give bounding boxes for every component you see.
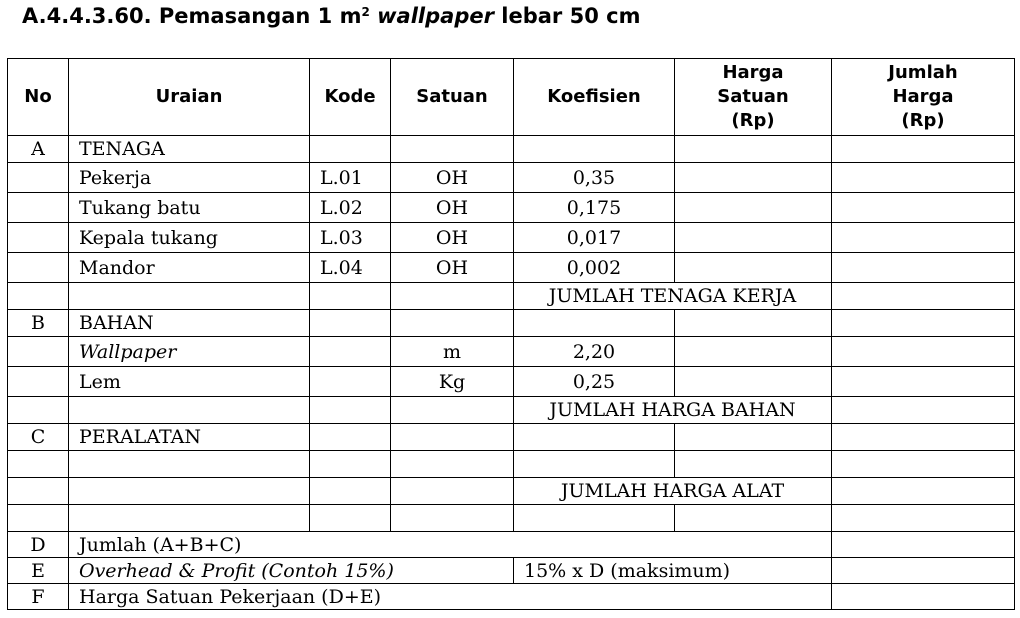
header-no: No bbox=[8, 59, 69, 136]
table-row bbox=[8, 253, 1015, 283]
section-row-bahan bbox=[8, 310, 1015, 337]
cell-satuan: Kg bbox=[391, 367, 514, 397]
header-jumlah-harga-line2: Harga bbox=[892, 86, 954, 107]
summary-row-e bbox=[8, 558, 1015, 584]
summary-row-d bbox=[8, 532, 1015, 558]
table-row bbox=[8, 193, 1015, 223]
section-no: C bbox=[8, 424, 69, 451]
header-uraian: Uraian bbox=[69, 59, 310, 136]
cell-koefisien: 0,002 bbox=[514, 253, 675, 283]
cell-koefisien: 0,175 bbox=[514, 193, 675, 223]
cell-uraian: Pekerja bbox=[69, 163, 310, 193]
section-label: PERALATAN bbox=[69, 424, 310, 451]
summary-row-f bbox=[8, 584, 1015, 610]
title-superscript: 2 bbox=[361, 5, 370, 19]
summary-label: Harga Satuan Pekerjaan (D+E) bbox=[69, 584, 832, 610]
table-row bbox=[8, 337, 1015, 367]
cell-kode bbox=[310, 337, 391, 367]
section-label: TENAGA bbox=[69, 136, 310, 163]
cell-koefisien: 2,20 bbox=[514, 337, 675, 367]
cell-kode: L.04 bbox=[310, 253, 391, 283]
summary-no: D bbox=[8, 532, 69, 558]
summary-label: Overhead & Profit (Contoh 15%) bbox=[69, 558, 514, 584]
total-label: JUMLAH HARGA ALAT bbox=[514, 478, 832, 505]
cell-satuan: OH bbox=[391, 163, 514, 193]
header-harga-satuan bbox=[675, 59, 832, 136]
header-row bbox=[8, 59, 1015, 136]
title-suffix: lebar 50 cm bbox=[501, 4, 641, 28]
summary-label: Jumlah (A+B+C) bbox=[69, 532, 832, 558]
header-harga-satuan-line2: Satuan bbox=[717, 86, 789, 107]
title-code: A.4.4.3.60. bbox=[22, 4, 152, 28]
header-jumlah-harga bbox=[832, 59, 1015, 136]
total-row-alat bbox=[8, 478, 1015, 505]
table-row bbox=[8, 163, 1015, 193]
summary-no: F bbox=[8, 584, 69, 610]
header-jumlah-harga-line3: (Rp) bbox=[901, 110, 945, 131]
header-satuan: Satuan bbox=[391, 59, 514, 136]
table-row-empty bbox=[8, 451, 1015, 478]
section-label: BAHAN bbox=[69, 310, 310, 337]
header-harga-satuan-line3: (Rp) bbox=[731, 110, 775, 131]
header-harga-satuan-line1: Harga bbox=[722, 62, 784, 83]
header-koefisien: Koefisien bbox=[514, 59, 675, 136]
header-kode: Kode bbox=[310, 59, 391, 136]
cell-uraian: Kepala tukang bbox=[69, 223, 310, 253]
cell-satuan: m bbox=[391, 337, 514, 367]
table-row bbox=[8, 367, 1015, 397]
cell-kode: L.03 bbox=[310, 223, 391, 253]
cell-koefisien: 0,25 bbox=[514, 367, 675, 397]
total-label: JUMLAH HARGA BAHAN bbox=[514, 397, 832, 424]
section-no: B bbox=[8, 310, 69, 337]
total-row-bahan bbox=[8, 397, 1015, 424]
section-row-tenaga bbox=[8, 136, 1015, 163]
cell-uraian: Tukang batu bbox=[69, 193, 310, 223]
total-label: JUMLAH TENAGA KERJA bbox=[514, 283, 832, 310]
total-row-tenaga bbox=[8, 283, 1015, 310]
cell-koefisien: 0,017 bbox=[514, 223, 675, 253]
cell-kode: L.02 bbox=[310, 193, 391, 223]
cell-satuan: OH bbox=[391, 253, 514, 283]
cell-satuan: OH bbox=[391, 223, 514, 253]
table-row bbox=[8, 223, 1015, 253]
section-no: A bbox=[8, 136, 69, 163]
section-row-peralatan bbox=[8, 424, 1015, 451]
analysis-table bbox=[7, 58, 1015, 610]
title-italic: wallpaper bbox=[377, 4, 494, 28]
page-title bbox=[22, 4, 640, 28]
header-jumlah-harga-line1: Jumlah bbox=[888, 62, 958, 83]
title-prefix: Pemasangan 1 m bbox=[158, 4, 362, 28]
cell-satuan: OH bbox=[391, 193, 514, 223]
table-row-empty bbox=[8, 505, 1015, 532]
summary-no: E bbox=[8, 558, 69, 584]
cell-uraian: Mandor bbox=[69, 253, 310, 283]
cell-uraian: Lem bbox=[69, 367, 310, 397]
cell-kode: L.01 bbox=[310, 163, 391, 193]
cell-kode bbox=[310, 367, 391, 397]
cell-uraian: Wallpaper bbox=[69, 337, 310, 367]
cell-koefisien: 0,35 bbox=[514, 163, 675, 193]
summary-formula: 15% x D (maksimum) bbox=[514, 558, 832, 584]
